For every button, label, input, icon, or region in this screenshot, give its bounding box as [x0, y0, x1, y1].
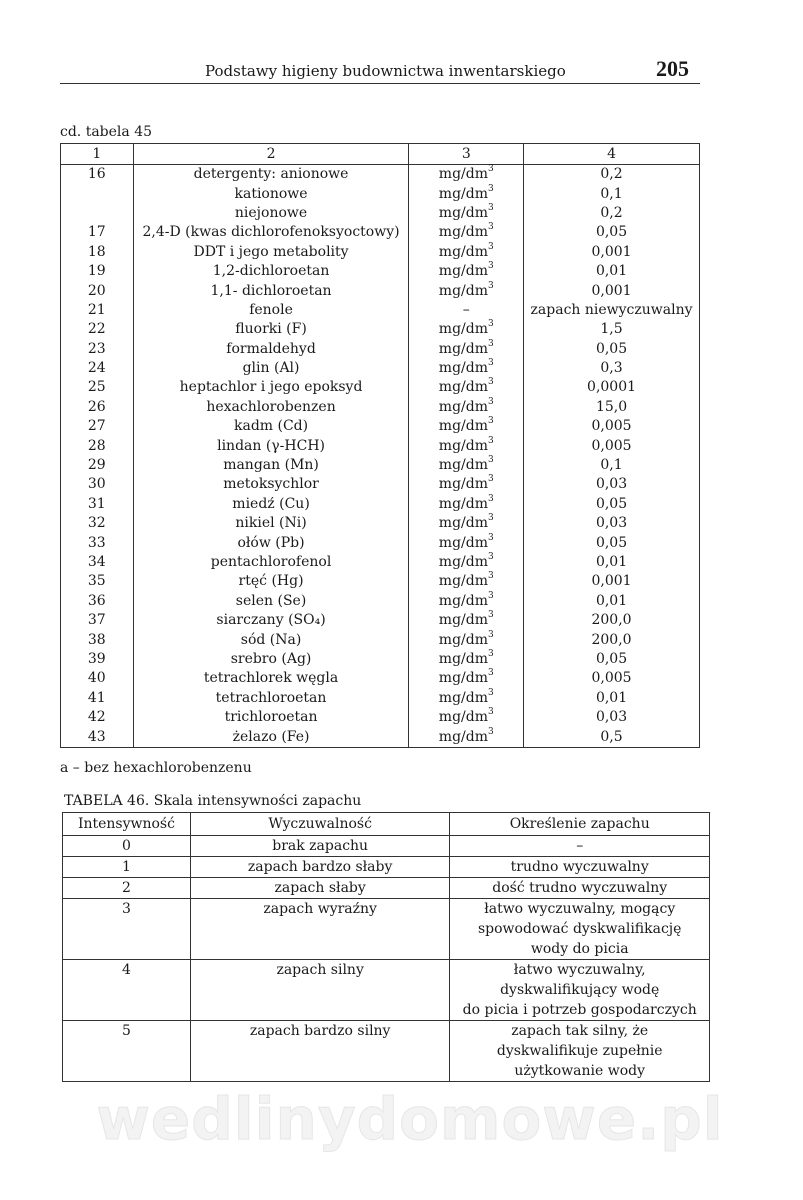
unit-text: mg/dm [438, 495, 488, 512]
limit-value: 0,03 [524, 708, 700, 727]
unit-text: mg/dm [438, 515, 488, 532]
table-row [61, 572, 700, 591]
limit-value: 0,5 [524, 727, 700, 747]
unit-cell [409, 184, 524, 203]
unit-exponent: 3 [488, 396, 494, 407]
description-cell: dość trudno wyczuwalny [450, 878, 710, 899]
unit-text: mg/dm [438, 204, 488, 221]
unit-exponent: 3 [488, 261, 494, 272]
limit-value: 0,05 [524, 340, 700, 359]
limit-value: 0,2 [524, 165, 700, 185]
limit-value: 0,1 [524, 456, 700, 475]
table46-caption: TABELA 46. Skala intensywności zapachu [64, 793, 362, 809]
unit-exponent: 3 [488, 571, 494, 582]
table-row [61, 533, 700, 552]
table45-footnote: a – bez hexachlorobenzenu [60, 760, 252, 776]
substance-name: fluorki (F) [133, 320, 409, 339]
unit-exponent: 3 [488, 726, 494, 737]
unit-text: mg/dm [438, 224, 488, 241]
row-number: 24 [61, 359, 134, 378]
limit-value: 1,5 [524, 320, 700, 339]
unit-cell [409, 611, 524, 630]
perceptibility-cell: zapach słaby [190, 878, 450, 899]
limit-value: 0,05 [524, 495, 700, 514]
table-row [61, 669, 700, 688]
row-number: 22 [61, 320, 134, 339]
intensity-cell: 0 [63, 836, 191, 857]
limit-value: 200,0 [524, 611, 700, 630]
table-row [61, 514, 700, 533]
row-number: 23 [61, 340, 134, 359]
unit-text: mg/dm [438, 398, 488, 415]
substance-name: srebro (Ag) [133, 650, 409, 669]
substance-name: tetrachlorek węgla [133, 669, 409, 688]
row-number: 32 [61, 514, 134, 533]
unit-exponent: 3 [488, 377, 494, 388]
table-46 [62, 812, 710, 1082]
intensity-cell: 5 [63, 1021, 191, 1082]
table-row [61, 243, 700, 262]
row-number: 38 [61, 630, 134, 649]
table46-col-header-description: Określenie zapachu [450, 813, 710, 836]
row-number: 42 [61, 708, 134, 727]
unit-exponent: 3 [488, 416, 494, 427]
substance-name: rtęć (Hg) [133, 572, 409, 591]
row-number: 40 [61, 669, 134, 688]
unit-cell [409, 475, 524, 494]
table-row [61, 630, 700, 649]
row-number: 17 [61, 223, 134, 242]
unit-text: mg/dm [438, 728, 488, 745]
unit-exponent: 3 [488, 629, 494, 640]
row-number: 21 [61, 301, 134, 320]
row-number: 26 [61, 398, 134, 417]
table46-col-header-perceptibility: Wyczuwalność [190, 813, 450, 836]
unit-exponent: 3 [488, 164, 494, 175]
running-header-title: Podstawy higieny budownictwa inwentarskiego [205, 62, 566, 80]
table-row [61, 398, 700, 417]
limit-value: 0,05 [524, 223, 700, 242]
substance-name: kationowe [133, 184, 409, 203]
unit-exponent: 3 [488, 358, 494, 369]
unit-exponent: 3 [488, 513, 494, 524]
unit-exponent: 3 [488, 202, 494, 213]
limit-value: 0,01 [524, 689, 700, 708]
unit-text: mg/dm [438, 554, 488, 570]
unit-exponent: 3 [488, 435, 494, 446]
unit-exponent: 3 [488, 338, 494, 349]
unit-cell [409, 340, 524, 359]
unit-exponent: 3 [488, 610, 494, 621]
unit-text: mg/dm [438, 709, 488, 726]
substance-name: lindan (γ-HCH) [133, 436, 409, 455]
unit-cell [409, 572, 524, 591]
unit-text: mg/dm [438, 592, 488, 609]
unit-text: mg/dm [438, 573, 488, 590]
unit-cell [409, 533, 524, 552]
intensity-cell: 2 [63, 878, 191, 899]
unit-cell [409, 727, 524, 747]
row-number: 31 [61, 495, 134, 514]
limit-value: 0,005 [524, 417, 700, 436]
substance-name: trichloroetan [133, 708, 409, 727]
row-number: 25 [61, 378, 134, 397]
substance-name: detergenty: anionowe [133, 165, 409, 185]
table-row [61, 165, 700, 185]
substance-name: nikiel (Ni) [133, 514, 409, 533]
perceptibility-cell: zapach bardzo słaby [190, 857, 450, 878]
table-row [61, 456, 700, 475]
table45-col-header-1: 1 [61, 144, 134, 165]
unit-text: mg/dm [438, 612, 488, 629]
unit-text: mg/dm [438, 650, 488, 667]
unit-exponent: 3 [488, 183, 494, 194]
table-row [61, 592, 700, 611]
unit-text: mg/dm [438, 457, 488, 474]
substance-name: formaldehyd [133, 340, 409, 359]
row-number: 36 [61, 592, 134, 611]
unit-cell [409, 262, 524, 281]
substance-name: pentachlorofenol [133, 553, 409, 572]
table-row [63, 836, 710, 857]
unit-text: mg/dm [438, 476, 488, 493]
limit-value: 0,03 [524, 475, 700, 494]
unit-text: mg/dm [438, 437, 488, 454]
table46-col-header-intensity: Intensywność [63, 813, 191, 836]
limit-value: zapach niewyczuwalny [524, 301, 700, 320]
unit-cell [409, 650, 524, 669]
limit-value: 0,005 [524, 669, 700, 688]
description-cell: łatwo wyczuwalny, dyskwalifikujący wodę do picia i potrzeb gospodarczych [450, 960, 710, 1021]
limit-value: 0,001 [524, 243, 700, 262]
intensity-cell: 1 [63, 857, 191, 878]
unit-exponent: 3 [488, 241, 494, 252]
unit-text: mg/dm [438, 282, 488, 299]
table-row [61, 204, 700, 223]
table-row [61, 262, 700, 281]
limit-value: 0,001 [524, 281, 700, 300]
row-number [61, 184, 134, 203]
table-row [61, 359, 700, 378]
description-cell: łatwo wyczuwalny, mogący spowodować dyskwalifikację wody do picia [450, 899, 710, 960]
table-row [61, 184, 700, 203]
unit-exponent: 3 [488, 648, 494, 659]
row-number: 39 [61, 650, 134, 669]
substance-name: selen (Se) [133, 592, 409, 611]
unit-text: mg/dm [438, 185, 488, 202]
description-cell: – [450, 836, 710, 857]
unit-cell [409, 630, 524, 649]
table45-continuation-label: cd. tabela 45 [60, 124, 153, 140]
table45-col-header-4: 4 [524, 144, 700, 165]
substance-name: mangan (Mn) [133, 456, 409, 475]
unit-cell [409, 243, 524, 262]
substance-name: ołów (Pb) [133, 533, 409, 552]
limit-value: 15,0 [524, 398, 700, 417]
unit-text: mg/dm [438, 379, 488, 396]
substance-name: siarczany (SO₄) [133, 611, 409, 630]
row-number: 41 [61, 689, 134, 708]
limit-value: 0,3 [524, 359, 700, 378]
limit-value: 0,03 [524, 514, 700, 533]
row-number: 30 [61, 475, 134, 494]
table-row [61, 417, 700, 436]
table45-body [61, 165, 700, 748]
unit-text: mg/dm [438, 689, 488, 706]
page-number: 205 [656, 56, 689, 81]
unit-exponent: 3 [488, 455, 494, 466]
substance-name: metoksychlor [133, 475, 409, 494]
limit-value: 0,0001 [524, 378, 700, 397]
table-row [61, 301, 700, 320]
substance-name: glin (Al) [133, 359, 409, 378]
limit-value: 200,0 [524, 630, 700, 649]
row-number: 37 [61, 611, 134, 630]
watermark: wedlinydomowe.pl [96, 1085, 724, 1153]
table45-col-header-2: 2 [133, 144, 409, 165]
table-row [63, 1021, 710, 1082]
table-row [61, 436, 700, 455]
header-rule [60, 83, 700, 84]
unit-cell [409, 592, 524, 611]
limit-value: 0,1 [524, 184, 700, 203]
unit-text: mg/dm [438, 166, 488, 183]
unit-cell [409, 553, 524, 572]
unit-exponent: 3 [488, 222, 494, 233]
table-row [61, 340, 700, 359]
unit-cell [409, 417, 524, 436]
row-number: 19 [61, 262, 134, 281]
row-number: 28 [61, 436, 134, 455]
unit-text: mg/dm [438, 321, 488, 338]
unit-cell [409, 436, 524, 455]
row-number: 33 [61, 533, 134, 552]
limit-value: 0,001 [524, 572, 700, 591]
substance-name: niejonowe [133, 204, 409, 223]
intensity-cell: 4 [63, 960, 191, 1021]
unit-cell [409, 301, 524, 320]
unit-cell [409, 165, 524, 185]
description-cell: zapach tak silny, że dyskwalifikuje zupełnie użytkowanie wody [450, 1021, 710, 1082]
unit-exponent: 3 [488, 687, 494, 698]
unit-text: mg/dm [438, 534, 488, 551]
substance-name: tetrachloroetan [133, 689, 409, 708]
unit-cell [409, 359, 524, 378]
substance-name: kadm (Cd) [133, 417, 409, 436]
unit-cell [409, 204, 524, 223]
substance-name: 1,2-dichloroetan [133, 262, 409, 281]
unit-text: mg/dm [438, 360, 488, 377]
table-row [61, 281, 700, 300]
unit-text: mg/dm [438, 243, 488, 260]
unit-cell [409, 669, 524, 688]
row-number: 16 [61, 165, 134, 185]
table-row [61, 708, 700, 727]
row-number: 43 [61, 727, 134, 747]
table-row [61, 378, 700, 397]
table-row [61, 689, 700, 708]
unit-cell [409, 398, 524, 417]
substance-name: miedź (Cu) [133, 495, 409, 514]
table-row [63, 899, 710, 960]
unit-cell [409, 708, 524, 727]
table46-header-row [63, 813, 710, 836]
table-row [61, 727, 700, 747]
unit-exponent: 3 [488, 319, 494, 330]
unit-exponent: 3 [488, 493, 494, 504]
substance-name: fenole [133, 301, 409, 320]
row-number: 34 [61, 553, 134, 572]
substance-name: hexachlorobenzen [133, 398, 409, 417]
unit-exponent: 3 [488, 532, 494, 543]
unit-exponent: 3 [488, 707, 494, 718]
limit-value: 0,01 [524, 553, 700, 572]
table-row [61, 320, 700, 339]
limit-value: 0,005 [524, 436, 700, 455]
unit-text: mg/dm [438, 340, 488, 357]
substance-name: heptachlor i jego epoksyd [133, 378, 409, 397]
table-row [61, 553, 700, 572]
unit-cell [409, 320, 524, 339]
unit-cell [409, 689, 524, 708]
table-row [61, 495, 700, 514]
limit-value: 0,01 [524, 592, 700, 611]
table45-header-row [61, 144, 700, 165]
table45-col-header-3: 3 [409, 144, 524, 165]
table-row [63, 878, 710, 899]
perceptibility-cell: zapach wyraźny [190, 899, 450, 960]
intensity-cell: 3 [63, 899, 191, 960]
substance-name: DDT i jego metabolity [133, 243, 409, 262]
unit-text: – [462, 301, 470, 318]
perceptibility-cell: brak zapachu [190, 836, 450, 857]
row-number [61, 204, 134, 223]
unit-text: mg/dm [438, 263, 488, 280]
table-45 [60, 143, 700, 748]
table46-body [63, 836, 710, 1082]
table-row [61, 650, 700, 669]
substance-name: sód (Na) [133, 630, 409, 649]
unit-cell [409, 281, 524, 300]
perceptibility-cell: zapach bardzo silny [190, 1021, 450, 1082]
unit-text: mg/dm [438, 670, 488, 687]
row-number: 20 [61, 281, 134, 300]
limit-value: 0,05 [524, 650, 700, 669]
table-row [63, 857, 710, 878]
unit-cell [409, 223, 524, 242]
unit-exponent: 3 [488, 280, 494, 291]
unit-exponent: 3 [488, 474, 494, 485]
unit-text: mg/dm [438, 418, 488, 435]
unit-cell [409, 514, 524, 533]
unit-cell [409, 495, 524, 514]
table-row [61, 475, 700, 494]
table-row [61, 223, 700, 242]
row-number: 35 [61, 572, 134, 591]
row-number: 18 [61, 243, 134, 262]
limit-value: 0,2 [524, 204, 700, 223]
description-cell: trudno wyczuwalny [450, 857, 710, 878]
substance-name: żelazo (Fe) [133, 727, 409, 747]
table-row [63, 960, 710, 1021]
limit-value: 0,05 [524, 533, 700, 552]
unit-exponent: 3 [488, 590, 494, 601]
unit-exponent: 3 [488, 552, 494, 562]
table-row [61, 611, 700, 630]
unit-exponent: 3 [488, 668, 494, 679]
unit-text: mg/dm [438, 631, 488, 648]
limit-value: 0,01 [524, 262, 700, 281]
row-number: 27 [61, 417, 134, 436]
row-number: 29 [61, 456, 134, 475]
substance-name: 2,4-D (kwas dichlorofenoksyoctowy) [133, 223, 409, 242]
unit-cell [409, 378, 524, 397]
substance-name: 1,1- dichloroetan [133, 281, 409, 300]
perceptibility-cell: zapach silny [190, 960, 450, 1021]
unit-cell [409, 456, 524, 475]
